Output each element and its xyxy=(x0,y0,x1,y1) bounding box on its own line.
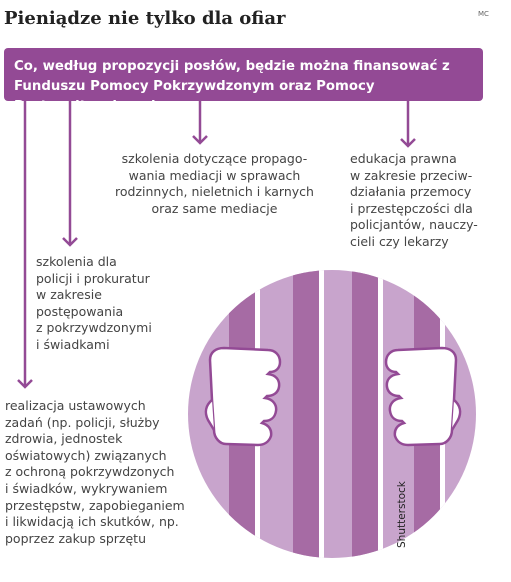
page-title: Pieniądze nie tylko dla ofiar xyxy=(4,8,286,29)
bar-2 xyxy=(293,262,319,572)
item-1-text: realizacja ustawowych zadań (np. policji, służby zdrowia, jednostek oświatowych) związanych z ochroną pokrzywdzonych i świadków, wykrywaniem przestępstw, zapobieganiem i likwidacją ich skutków, np. poprzez zakup sprzętu xyxy=(5,398,185,546)
item-3-text: szkolenia dotyczące propago- wania mediacji w sprawach rodzinnych, nieletnich i karnych oraz same mediacje xyxy=(115,151,314,216)
bar-3 xyxy=(352,262,378,572)
item-4-text: edukacja prawna w zakresie przeciw- działania przemocy i przestępczości dla policjantów, nauczy- cieli czy lekarzy xyxy=(350,151,478,249)
author-credit: MC xyxy=(478,10,489,18)
right-hand-icon xyxy=(386,348,460,445)
item-2-text: szkolenia dla policji i prokuratur w zakresie postępowania z pokrzywdzonymi i świadkami xyxy=(36,254,152,352)
header-text: Co, według propozycji posłów, będzie można finansować z Funduszu Pomocy Pokrzywdzonym oraz Pomocy Postpenitencjarnej: xyxy=(14,59,450,114)
photo-credit: Shutterstock xyxy=(396,481,408,548)
left-hand-icon xyxy=(206,348,280,445)
